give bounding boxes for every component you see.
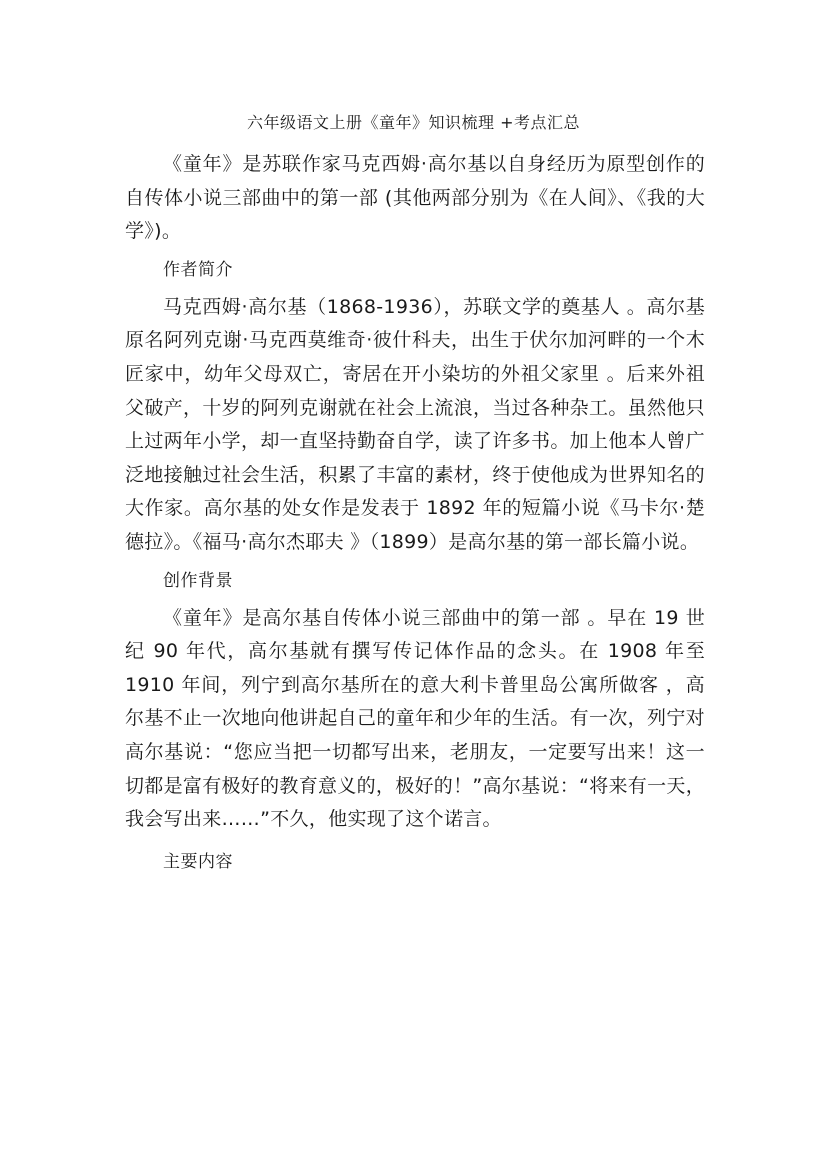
section-body-author: 马克西姆·高尔基（1868-1936），苏联文学的奠基人 。高尔基原名阿列克谢·马克西莫维奇·彼什科夫，出生于伏尔加河畔的一个木匠家中，幼年父母双亡，寄居在开小染坊的外祖父家里 。后来外祖父破产，十岁的阿列克谢就在社会上流浪，当过各种杂工。虽然他只上过两年小学，却一直坚持勤奋自学，读了许多书。加上他本人曾广泛地接触过社会生活，积累了丰富的素材，终于使他成为世界知名的大作家。高尔基的处女作是发表于 1892 年的短篇小说《马卡尔·楚德拉》。《福马·高尔杰耶夫 》（1899）是高尔基的第一部长篇小说。 [125,295,705,553]
document-title: 六年级语文上册《童年》知识梳理 +考点汇总 [247,113,580,132]
section-heading-author: 作者简介 [163,259,233,280]
intro-paragraph: 《童年》是苏联作家马克西姆·高尔基以自身经历为原型创作的自传体小说三部曲中的第一部 (其他两部分别为《在人间》、《我的大学》)。 [125,153,705,243]
section-body-background: 《童年》是高尔基自传体小说三部曲中的第一部 。早在 19 世纪 90 年代，高尔基就有撰写传记体作品的念头。在 1908 年至 1910 年间，列宁到高尔基所在的意大利卡普里岛公寓所做客 ，高尔基不止一次地向他讲起自己的童年和少年的生活。有一次，列宁对高尔基说：“您应当把一切都写出来，老朋友，一定要写出来！这一切都是富有极好的教育意义的，极好的！”高尔基说：“将来有一天，我会写出来……”不久，他实现了这个诺言。 [125,606,705,831]
document-content [125,148,705,881]
section-heading-main-content: 主要内容 [163,851,233,872]
section-heading-background: 创作背景 [163,570,233,591]
